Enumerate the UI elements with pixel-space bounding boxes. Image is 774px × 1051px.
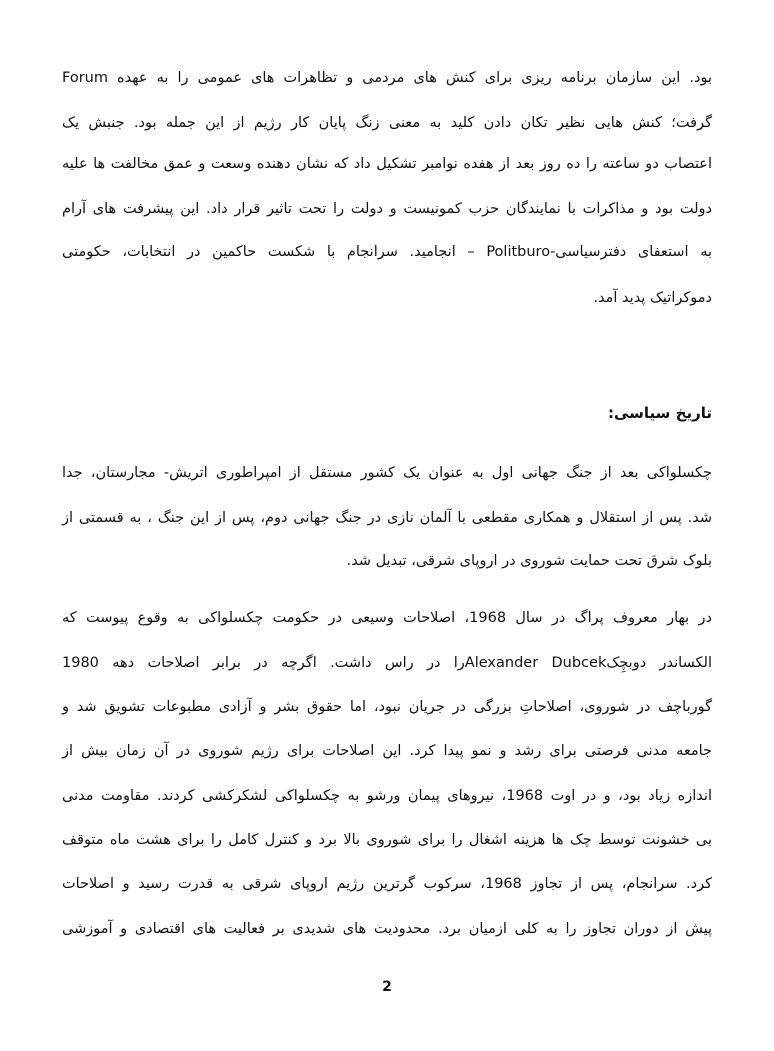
paragraph-1-line: گرفت؛ کنش هایی نظیر تکان دادن کلید به معنی زنگ پایان کار رژیم از این جمله بود. جنبش یک bbox=[62, 115, 712, 131]
paragraph-1-line: به استعفای دفترسیاسی-Politburo – انجامید. سرانجام با شکست حاکمین در انتخابات، حکومتی bbox=[62, 244, 713, 260]
paragraph-1-line: دولت بود و مذاکرات با نمایندگان حزب کمونیست و دولت را تحت تاثیر قرار داد. این پیشرفت های آرام bbox=[62, 201, 712, 217]
section-heading: تاریخ سیاسی: bbox=[608, 404, 712, 422]
paragraph-1-line: اعتصاب دو ساعته را ده روز بعد از هفده نوامبر تشکیل داد که نشان دهنده وسعت و عمق مخالفت ها علیه bbox=[62, 156, 712, 172]
paragraph-2-line: چکسلواکی بعد از جنگ جهانی اول به عنوان یک کشور مستقل از امپراطوری اتریش- مجارستان، جدا bbox=[62, 465, 712, 481]
paragraph-3-line: پیش از دوران تجاوز را به کلی ازمیان برد. محدودیت های شدیدی بر فعالیت های اقتصادی و آموزشی bbox=[62, 921, 712, 937]
paragraph-3-line: گورباچف در شوروی، اصلاحاتِ بزرگی در جریان نبود، اما حقوق بشر و آزادی مطبوعات تشویق شد و bbox=[62, 699, 712, 715]
paragraph-3-line: در بهار معروف پراگ در سال 1968، اصلاحات وسیعی در حکومت چکسلواکی به وقوع پیوست که bbox=[62, 610, 712, 626]
page-number: 2 bbox=[382, 979, 392, 995]
paragraph-3-line: بی خشونت توسط چک ها هزینه اشغال را برای شوروی بالا برد و کنترل کامل را برای هشت ماه متوقف bbox=[62, 832, 712, 848]
paragraph-3-line: کرد. سرانجام، پس از تجاوز 1968، سرکوب گرترین رژیم اروپای شرقی به قدرت رسید و اصلاحات bbox=[62, 876, 712, 892]
paragraph-2-line: شد. پس از استقلال و همکاری مقطعی با آلمان نازی در جنگ جهانی دوم، پس از این جنگ ، به قسمتی از bbox=[62, 510, 712, 526]
paragraph-3-line: الکساندر دوبچِکAlexander Dubcekرا در راس داشت. اگرچه در برابر اصلاحات دهه 1980 bbox=[62, 655, 712, 671]
paragraph-3-line: جامعه مدنی فرصتی برای رشد و نمو پیدا کرد. این اصلاحات برای رژیم شوروی در آن زمان بیش از bbox=[62, 743, 712, 759]
paragraph-1-line: Forum بود. این سازمان برنامه ریزی برای کنش های مردمی و تظاهرات های عمومی را به عهده bbox=[62, 70, 712, 86]
paragraph-2-line: بلوک شرق تحت حمایت شوروی در اروپای شرقی، تبدیل شد. bbox=[346, 553, 712, 569]
paragraph-1-line: دموکراتیک پدید آمد. bbox=[593, 290, 712, 306]
paragraph-3-line: اندازه زیاد بود، و در اوت 1968، نیروهای پیمان ورشو به چکسلواکی لشکرکشی کردند. مقاومت مدنی bbox=[62, 788, 712, 804]
